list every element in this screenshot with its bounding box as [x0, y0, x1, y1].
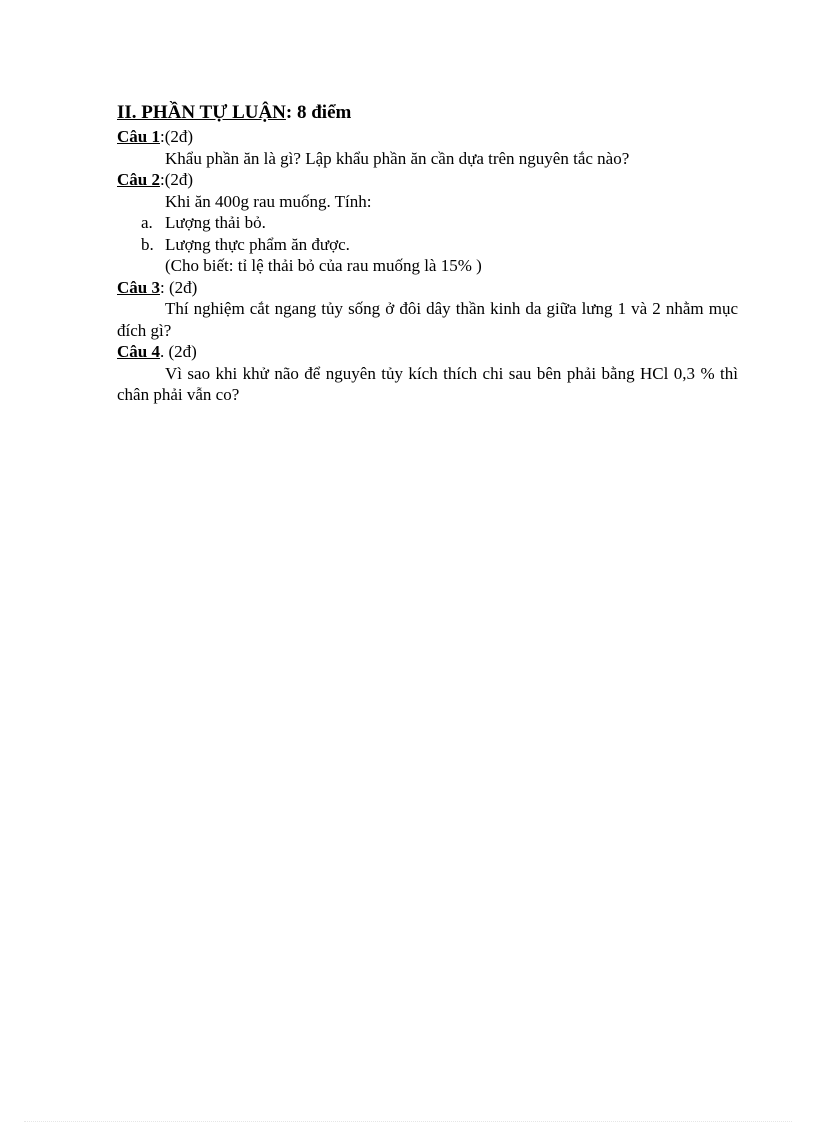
question-2-points: :(2đ)	[159, 170, 194, 189]
question-3-points: : (2đ)	[159, 277, 198, 297]
question-4-label: Câu 4	[117, 342, 160, 361]
section-title	[117, 100, 738, 126]
section-title-main: II. PHẦN TỰ LUẬN	[117, 102, 286, 123]
question-1-heading	[117, 126, 738, 148]
question-2-item-b	[117, 234, 738, 256]
question-4-points: . (2đ)	[159, 342, 197, 361]
document-content	[117, 100, 738, 406]
question-2-text: Khi ăn 400g rau muống. Tính:	[165, 191, 372, 211]
question-4-heading	[117, 341, 738, 363]
section-title-points: : 8 điểm	[285, 102, 352, 123]
item-marker: a.	[141, 213, 153, 232]
question-3-text: Thí nghiệm cắt ngang tủy sống ở đôi dây thần kinh da giữa lưng 1 và 2 nhằm mục đích gì?	[117, 299, 738, 340]
item-text: Lượng thải bỏ.	[165, 213, 266, 232]
question-3-label: Câu 3	[117, 277, 160, 297]
question-2-note: (Cho biết: tỉ lệ thải bỏ của rau muống là 15% )	[165, 256, 482, 275]
question-1-label: Câu 1	[117, 127, 160, 146]
question-1	[117, 126, 738, 169]
question-2-heading	[117, 169, 738, 191]
page-bottom-rule	[24, 1121, 792, 1122]
question-2-items	[117, 212, 738, 255]
question-1-text: Khẩu phần ăn là gì? Lập khẩu phần ăn cần dựa trên nguyên tắc nào?	[165, 148, 630, 168]
question-3	[117, 277, 738, 342]
question-2	[117, 169, 738, 277]
item-marker: b.	[141, 234, 154, 254]
question-3-heading	[117, 277, 738, 299]
question-4-text: Vì sao khi khử não để nguyên tủy kích thích chi sau bên phải bằng HCl 0,3 % thì chân phải vẫn co?	[117, 363, 738, 404]
question-2-label: Câu 2	[117, 170, 160, 189]
item-text: Lượng thực phẩm ăn được.	[165, 234, 350, 254]
question-1-points: :(2đ)	[159, 127, 194, 146]
question-2-item-a	[117, 212, 738, 234]
question-4	[117, 341, 738, 406]
